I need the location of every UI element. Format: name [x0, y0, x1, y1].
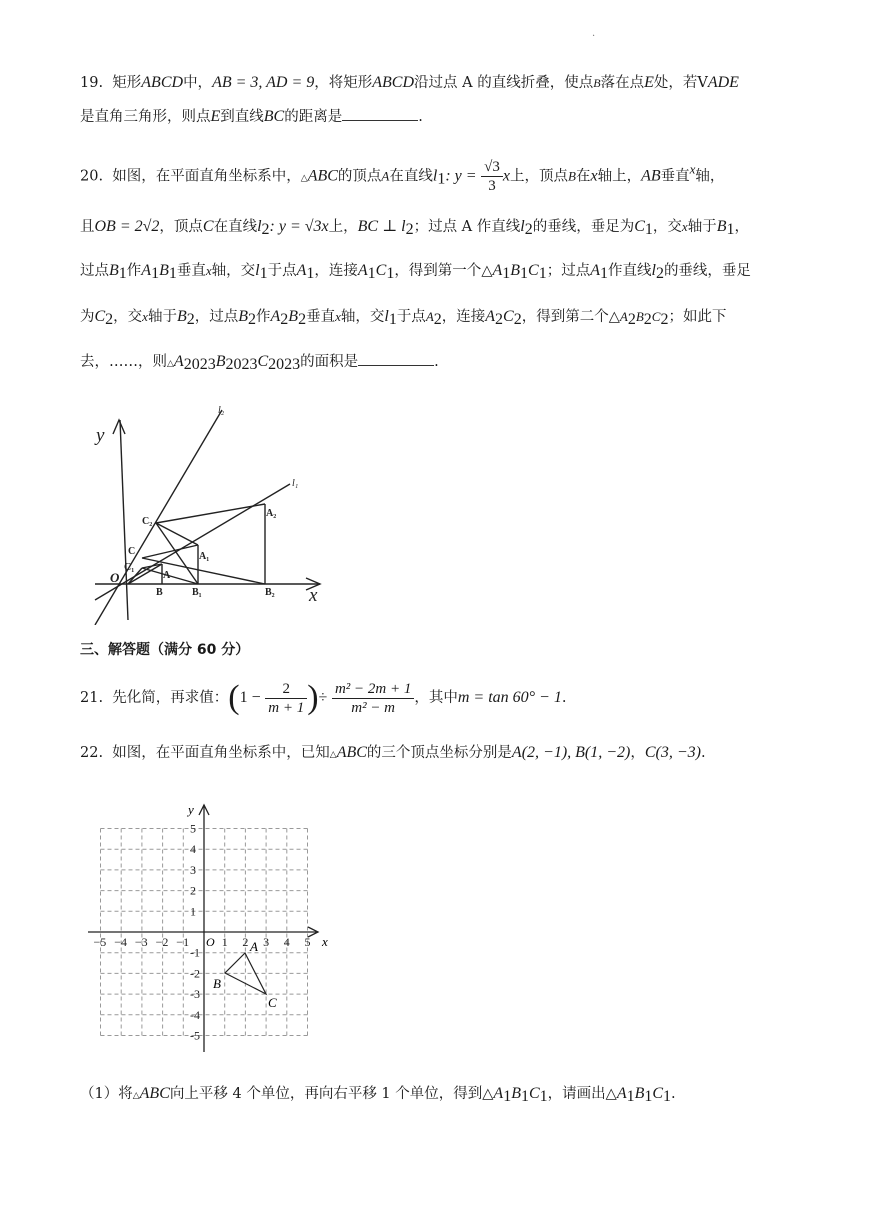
y-tick-label: -3	[190, 987, 200, 1002]
math: AB	[641, 167, 661, 185]
fraction-2-over-m-plus-1	[265, 680, 307, 717]
fig2-y-label: y	[188, 802, 194, 817]
x-tick-label: −5	[93, 935, 107, 949]
figure-q20-lines-diagram	[85, 395, 335, 625]
math: OB = 2√2	[94, 218, 160, 235]
text: 落在点	[600, 75, 645, 91]
fig1-B2: B₂	[265, 587, 275, 598]
text: ，请画出	[547, 1086, 606, 1102]
math: ABC	[307, 167, 338, 185]
text: 垂直	[660, 168, 690, 185]
question-21: 21. 先化简，再求值：(1 − $\frac{2}{m + 1}$ )÷ $\frac{\text{m² − 2m + 1}}{\text{m² − m}}$ ，其中m = tan 60° − 1.	[80, 679, 567, 716]
math: x	[502, 167, 511, 185]
fig1-l2-label: l₂	[218, 405, 225, 416]
fig1-B: B	[156, 587, 163, 598]
question-19-line-2	[80, 106, 423, 128]
y-tick-label: 2	[190, 883, 196, 898]
text: 轴，交	[340, 309, 385, 325]
math: ABCD	[141, 74, 184, 91]
math: ADE	[707, 74, 739, 91]
math: BC	[263, 108, 285, 125]
text: 作	[256, 309, 271, 325]
fig1-A: A	[163, 570, 171, 581]
text: 垂直	[306, 309, 336, 325]
text: 到直线	[220, 109, 264, 125]
text: ，将矩形	[314, 75, 373, 91]
text: 处，若V	[653, 75, 708, 91]
text: 为	[80, 309, 95, 325]
question-20-line-2: 且OB = 2√2，顶点C在直线$l_2$: y = √3x上，BC ⊥ $l_2$；过点 A 作直线$l_2$的垂线，垂足为$C_1$，交x轴于$B_1$，	[80, 218, 749, 238]
question-20-line-4: 为$C_2$，交x轴于$B_2$，过点$B_2$作$A_2B_2$垂直x轴，交$l_1$于点$A_2$，连接$A_2C_2$，得到第二个$\triangle A_2B_2C_2$；如此下	[80, 308, 727, 328]
x-tick-label: 4	[283, 935, 290, 949]
text: （1）将	[80, 1086, 133, 1102]
y-tick-label: 1	[190, 904, 196, 919]
x-tick-label: 1	[221, 935, 228, 949]
figure-q22-grid	[85, 795, 345, 1060]
fig1-C: C	[128, 546, 136, 557]
fig2-point-A: A	[250, 939, 258, 954]
math: 1 −	[239, 689, 261, 706]
y-axis	[120, 420, 128, 620]
text: ，顶点	[159, 219, 203, 235]
math: ÷	[318, 689, 328, 706]
y-tick-label: -4	[190, 1007, 200, 1022]
fig2-point-C: C	[268, 995, 277, 1010]
text: ；过点 A 作直线	[413, 219, 521, 235]
question-20-line-1: 20. 如图，在平面直角坐标系中，△ABC的顶点A在直线$l_1$: y = $\frac{√3}{3}$ x上，顶点B在x轴上，AB垂直$^x$轴，	[80, 159, 725, 194]
math: ABCD	[372, 74, 415, 91]
math: m = tan 60° − 1	[457, 689, 562, 706]
text: 于点	[396, 309, 426, 325]
text: 于点	[267, 263, 297, 279]
math: E	[644, 74, 654, 91]
x-tick-label: −1	[176, 935, 190, 949]
fig2-origin: O	[206, 935, 215, 949]
text: 轴，交	[211, 263, 256, 279]
text: ，交	[652, 219, 682, 235]
y-tick-label: -5	[190, 1028, 200, 1043]
text: ，过点	[194, 309, 239, 325]
math: C(3, −3)	[644, 744, 701, 761]
x-tick-label: 3	[263, 935, 270, 949]
answer-blank[interactable]	[342, 108, 418, 121]
text: 的垂线，垂足为	[532, 219, 635, 235]
text: 在直线	[389, 168, 433, 185]
question-20-line-5: 去，……，则$\triangle A_{2023}B_{2023}C_{2023}$的面积是 .	[80, 353, 439, 373]
math: B	[593, 76, 601, 90]
text: ；过点	[546, 263, 591, 279]
question-number: 20.	[80, 168, 104, 185]
text: .	[434, 354, 439, 370]
text: 向上平移 4 个单位，再向右平移 1 个单位，得到	[169, 1086, 483, 1102]
text: 在直线	[213, 219, 258, 235]
math: E	[210, 108, 221, 125]
subscript: 2023	[268, 356, 301, 373]
fraction-m-squared	[332, 680, 414, 717]
text: 轴上，	[597, 168, 642, 185]
math: x	[689, 161, 696, 177]
subscript: 2023	[183, 356, 216, 373]
fig1-C1: C₁	[124, 562, 135, 573]
fig1-C2: C₂	[142, 516, 153, 527]
text: .	[701, 745, 706, 761]
text: 上，	[328, 219, 358, 235]
math: x	[590, 167, 598, 185]
numerator: 2	[265, 680, 307, 699]
text: ，连接	[314, 263, 358, 279]
denominator: 3	[488, 178, 496, 194]
text: 是直角三角形，则点	[80, 109, 211, 125]
text: 轴于	[147, 309, 177, 325]
text: 的顶点	[337, 168, 382, 185]
fig1-l1-label: l₁	[292, 478, 299, 489]
text: 中，	[183, 75, 213, 91]
text: .	[418, 109, 423, 125]
text: 如图，在平面直角坐标系中，	[112, 168, 301, 185]
x-tick-label: −3	[134, 935, 148, 949]
y-tick-label: -1	[190, 945, 200, 960]
triangle-ABC	[225, 953, 266, 994]
question-20-line-3: 过点$B_1$作$A_1B_1$垂直x轴，交$l_1$于点$A_1$，连接$A_1C_1$，得到第一个$\triangle A_1B_1C_1$；过点$A_1$作直线$l_2$的垂线，垂足	[80, 262, 751, 282]
fig1-A1: A₁	[199, 551, 210, 562]
math: BC ⊥ l	[357, 218, 406, 235]
text: 且	[80, 219, 95, 235]
subscript: 2023	[225, 356, 258, 373]
numerator: √3	[481, 158, 503, 177]
text: 上，顶点	[510, 168, 569, 185]
fig1-y-label: y	[96, 425, 105, 446]
text: 在	[575, 168, 591, 185]
text: ，得到第二个	[521, 309, 609, 325]
text: 作	[126, 263, 142, 279]
text: ，其中	[414, 690, 458, 706]
text: 轴于	[687, 219, 717, 235]
denominator: m² − m	[351, 699, 396, 716]
math: : y =	[445, 167, 477, 185]
text: 作直线	[607, 263, 652, 279]
text: .	[561, 690, 567, 706]
text: 过点	[80, 263, 109, 279]
x-tick-label: 2	[242, 935, 249, 949]
y-tick-label: 5	[190, 821, 196, 836]
text: 的垂线，垂足	[663, 263, 751, 279]
question-number: 21.	[80, 690, 104, 706]
text: ，交	[113, 309, 143, 325]
header-dot: .	[592, 28, 596, 39]
text: 轴，	[695, 168, 725, 185]
y-tick-label: 3	[190, 862, 196, 877]
section-heading: 三、解答题（满分 60 分）	[80, 642, 250, 658]
text: 的面积是	[300, 354, 359, 370]
math: A	[381, 168, 390, 184]
math: A(2, −1), B(1, −2)	[511, 744, 631, 761]
y-tick-label: -2	[190, 966, 200, 981]
answer-blank[interactable]	[358, 353, 434, 366]
x-tick-label: −2	[155, 935, 169, 949]
question-number: 22.	[80, 745, 104, 761]
question-22: 22. 如图，在平面直角坐标系中，已知△ABC的三个顶点坐标分别是A(2, −1), B(1, −2)，C(3, −3).	[80, 744, 706, 761]
math: AB = 3, AD = 9	[212, 74, 315, 91]
text: ，得到第一个	[394, 263, 482, 279]
text: 先化简，再求值：	[112, 690, 229, 706]
text: 的距离是	[284, 109, 343, 125]
text: 矩形	[112, 75, 142, 91]
text: ，	[630, 745, 645, 761]
text: 沿过点 A 的直线折叠，使点	[414, 75, 594, 91]
text: 去，……，则	[80, 354, 167, 370]
math: : y = √3x	[269, 218, 329, 235]
fig1-A2: A₂	[266, 508, 277, 519]
fig2-x-label: x	[322, 934, 328, 949]
text: 的三个顶点坐标分别是	[366, 745, 512, 761]
x-tick-label: −4	[114, 935, 127, 949]
fraction-sqrt3-over-3	[481, 158, 503, 195]
y-tick-label: 4	[190, 842, 196, 857]
math: ABC	[139, 1085, 170, 1102]
denominator: m + 1	[268, 699, 305, 716]
question-19-line-1	[80, 72, 739, 94]
fig2-point-B: B	[213, 976, 221, 991]
question-22-part-1: （1）将△ABC向上平移 4 个单位，再向右平移 1 个单位，得到$\triangle A_1B_1C_1$，请画出$\triangle A_1B_1C_1$.	[80, 1085, 676, 1105]
text: 垂直	[176, 263, 206, 279]
text: .	[671, 1086, 676, 1102]
fig1-origin: O	[110, 570, 120, 585]
math: ABC	[336, 744, 367, 761]
x-tick-label: 5	[304, 935, 311, 949]
question-number: 19.	[80, 75, 104, 91]
math: C	[202, 218, 214, 235]
text: ，连接	[441, 309, 486, 325]
numerator: m² − 2m + 1	[332, 680, 414, 699]
fig1-B1: B₁	[192, 587, 202, 598]
fig1-x-label: x	[309, 585, 318, 606]
text: ；如此下	[668, 309, 727, 325]
math: l	[432, 167, 438, 185]
text: 如图，在平面直角坐标系中，已知	[112, 745, 330, 761]
math: B	[568, 168, 576, 184]
